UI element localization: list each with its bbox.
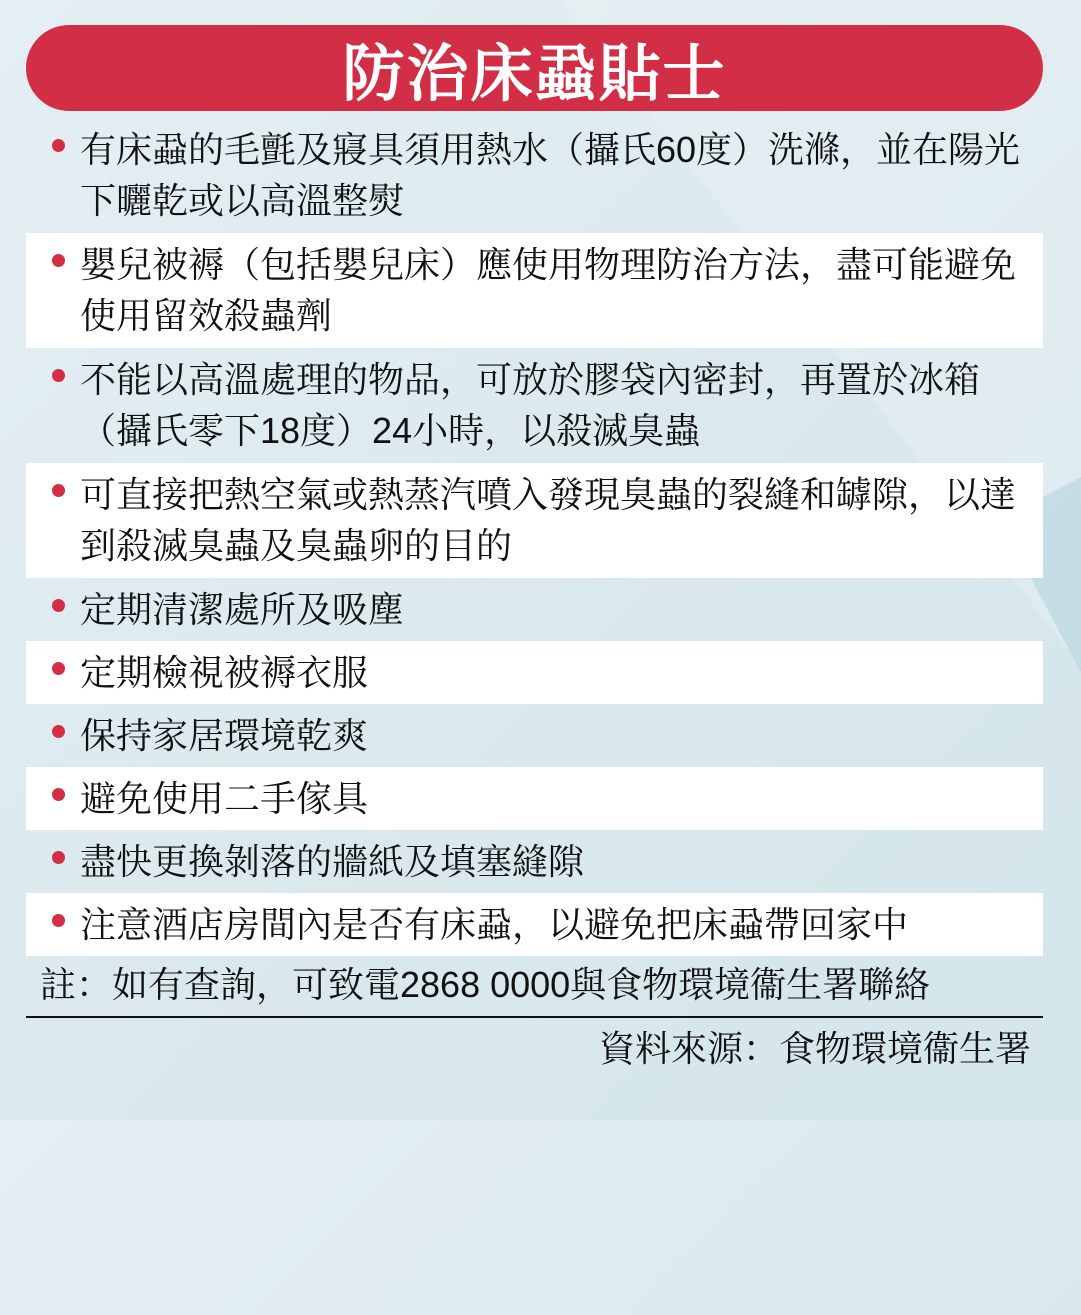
contact-note: 註：如有查詢，可致電2868 0000與食物環境衞生署聯絡: [40, 964, 931, 1005]
tip-text: 定期清潔處所及吸塵: [80, 589, 405, 630]
source-credit: 資料來源：食物環境衞生署: [598, 1028, 1031, 1069]
title-banner: [26, 25, 1043, 111]
bullet-icon: [52, 369, 65, 382]
list-item: [26, 641, 1043, 704]
tip-text: 嬰兒被褥（包括嬰兒床）應使用物理防治方法，盡可能避免使用留效殺蟲劑: [80, 244, 1017, 336]
bullet-icon: [52, 254, 65, 267]
list-item: [26, 893, 1043, 956]
tips-list: [26, 118, 1043, 956]
tip-text: 有床蝨的毛氈及寢具須用熱水（攝氏60度）洗滌，並在陽光下曬乾或以高溫整熨: [80, 129, 1021, 221]
tip-text: 可直接把熱空氣或熱蒸汽噴入發現臭蟲的裂縫和罅隙，以達到殺滅臭蟲及臭蟲卵的目的: [80, 474, 1017, 566]
list-item: [26, 830, 1043, 893]
tip-text: 注意酒店房間內是否有床蝨，以避免把床蝨帶回家中: [80, 904, 909, 945]
tip-text: 避免使用二手傢具: [80, 778, 369, 819]
bullet-icon: [52, 139, 65, 152]
bullet-icon: [52, 484, 65, 497]
bullet-icon: [52, 914, 65, 927]
list-item: [26, 767, 1043, 830]
list-item: [26, 578, 1043, 641]
divider: [26, 1016, 1043, 1018]
list-item: [26, 463, 1043, 578]
list-item: [26, 118, 1043, 233]
bullet-icon: [52, 725, 65, 738]
tip-text: 盡快更換剝落的牆紙及填塞縫隙: [80, 841, 585, 882]
tip-text: 不能以高溫處理的物品，可放於膠袋內密封，再置於冰箱（攝氏零下18度）24小時，以殺滅臭蟲: [80, 359, 981, 451]
list-item: [26, 704, 1043, 767]
list-item: [26, 348, 1043, 463]
tip-text: 定期檢視被褥衣服: [80, 652, 369, 693]
list-item: [26, 233, 1043, 348]
bullet-icon: [52, 599, 65, 612]
tip-text: 保持家居環境乾爽: [80, 715, 369, 756]
page-title: 防治床蝨貼士: [342, 39, 727, 109]
bullet-icon: [52, 788, 65, 801]
bullet-icon: [52, 851, 65, 864]
bullet-icon: [52, 662, 65, 675]
